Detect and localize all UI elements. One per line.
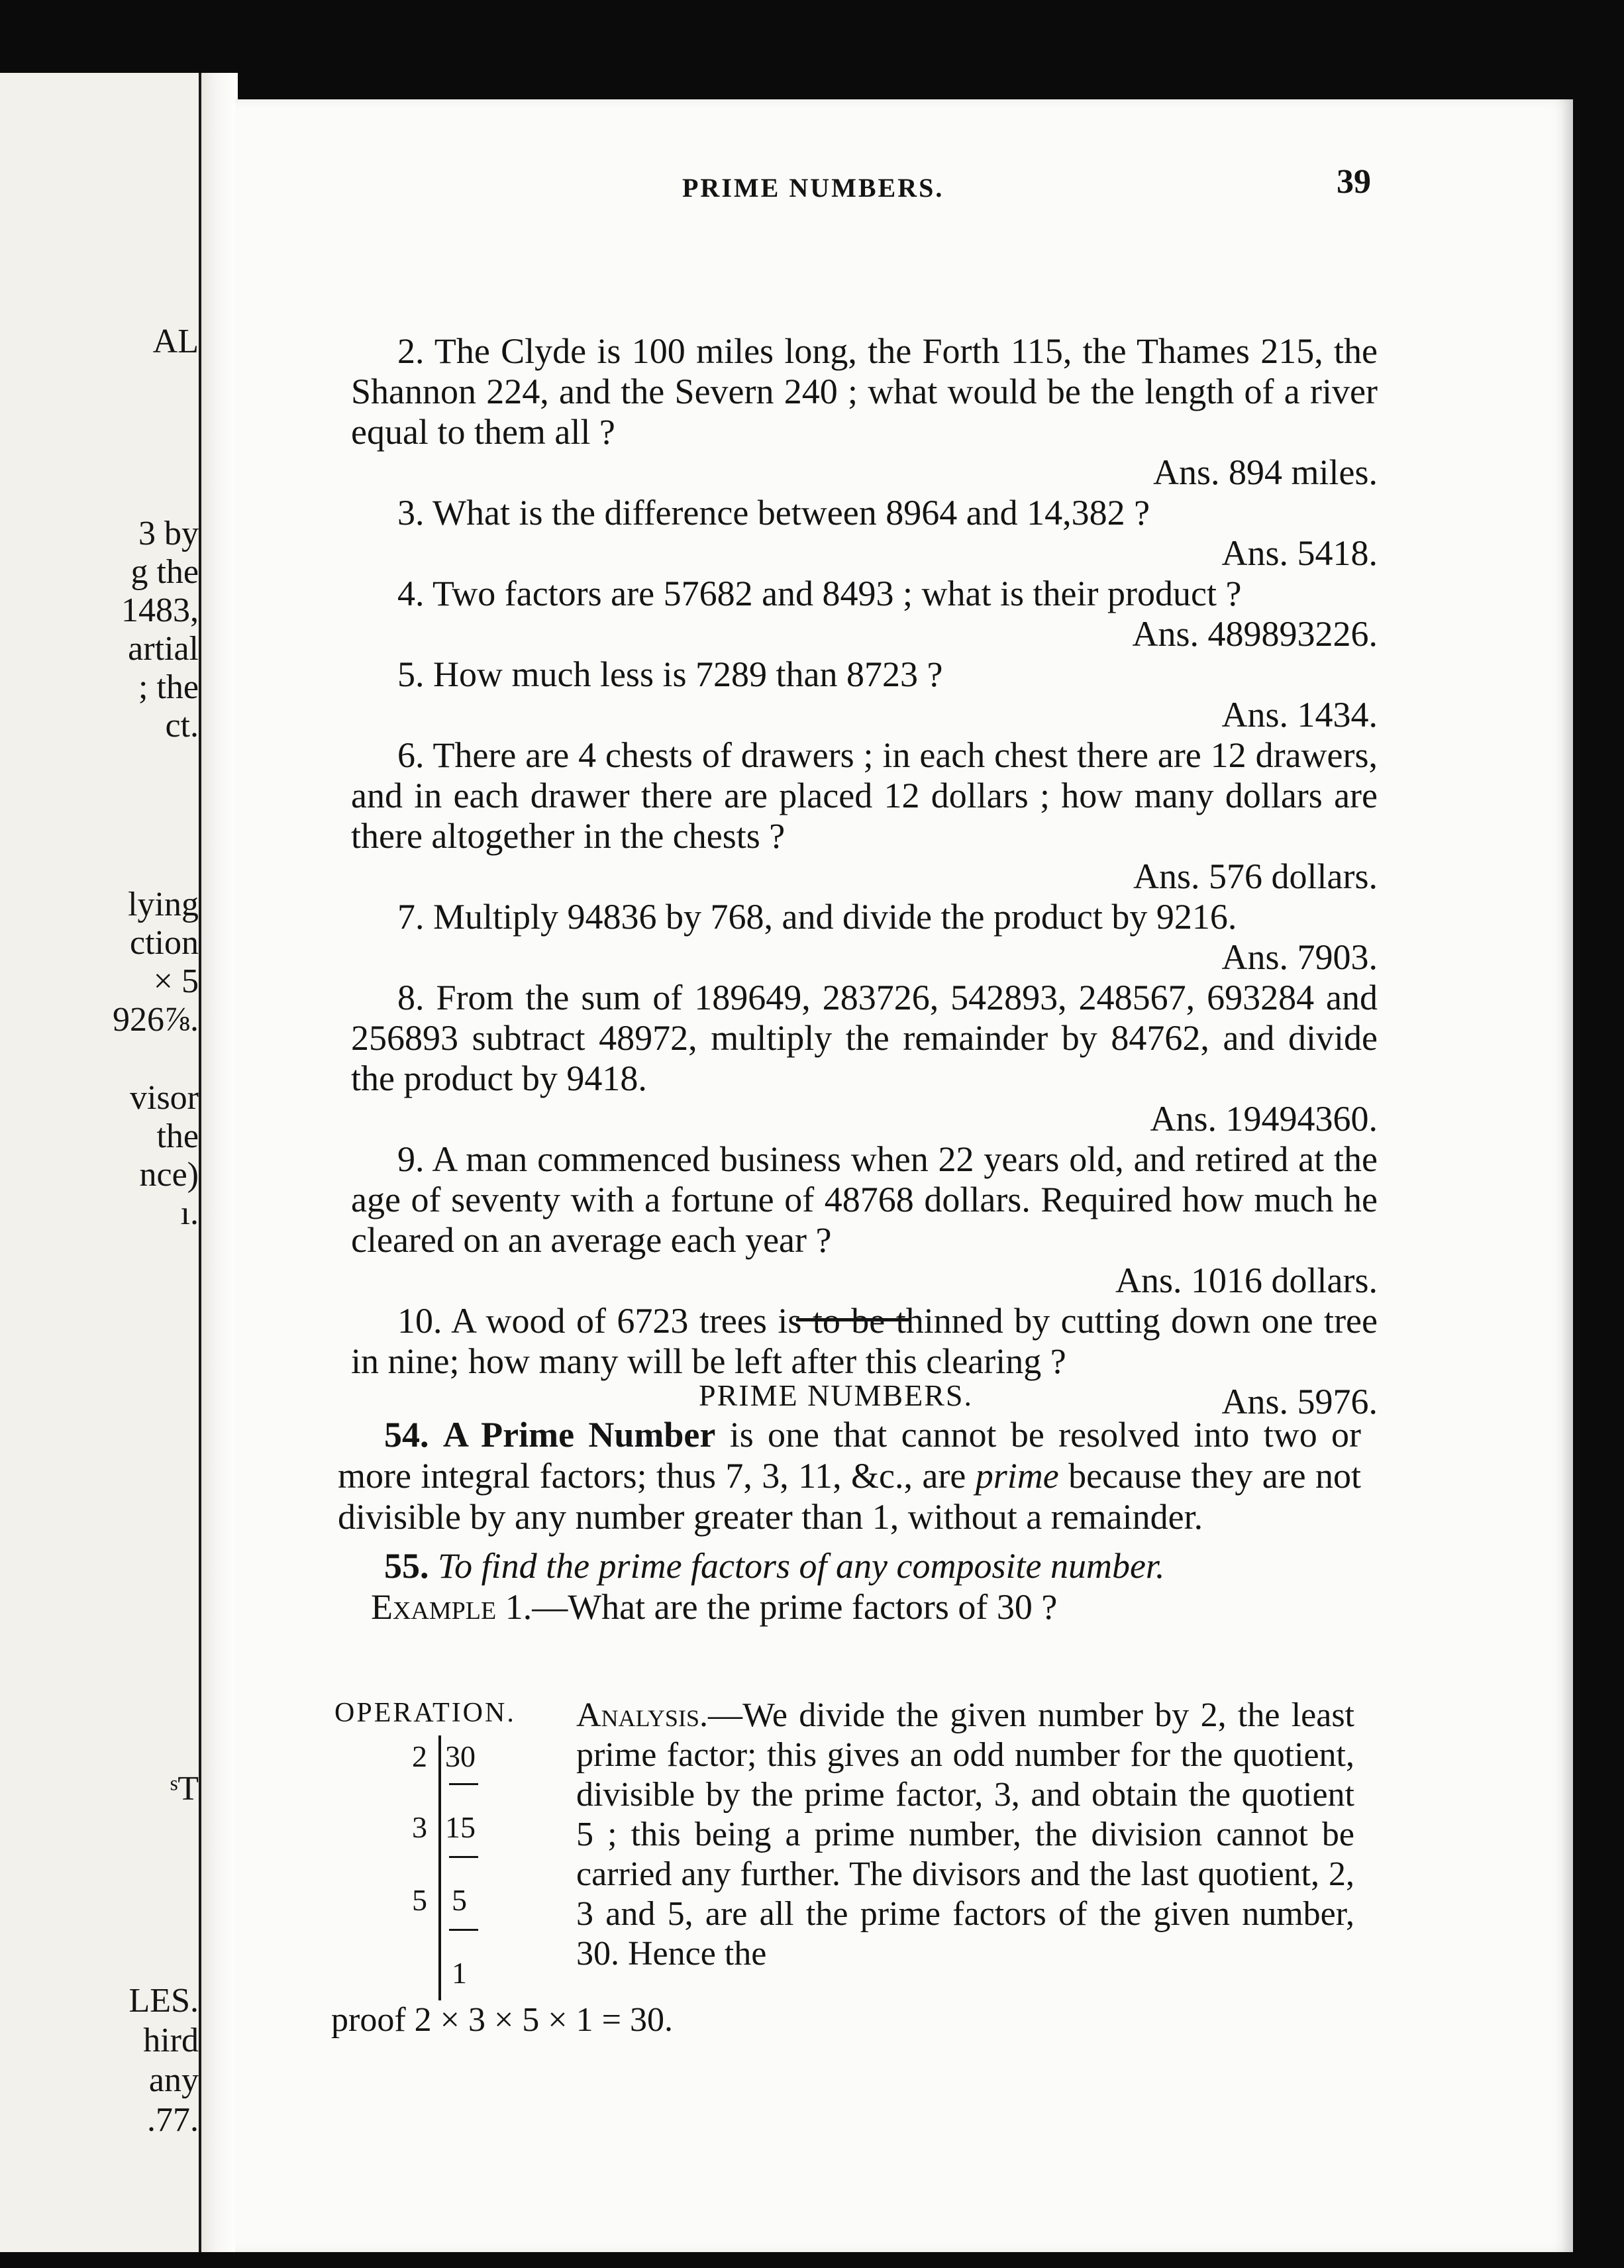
definition-block — [338, 1414, 1361, 1627]
article-text: is one that cannot be resolved into two or more integral factors; thus 7, 3, 11, &c., are — [338, 1415, 1362, 1496]
fragment-text: any — [148, 2061, 199, 2099]
book-gutter — [199, 73, 238, 2252]
fragment-text: 926⅞. — [113, 1001, 199, 1039]
exercise-answer: Ans. 576 dollars. — [1133, 856, 1378, 896]
fragment-text: AL — [152, 323, 199, 360]
exercise-answer: Ans. 1434. — [1221, 695, 1378, 735]
fragment-text: ˢT — [170, 1770, 199, 1808]
article-number: 54. — [384, 1415, 429, 1455]
defined-term: A Prime Number — [442, 1415, 716, 1455]
fragment-text: nce) — [139, 1156, 199, 1194]
exercise-text: Multiply 94836 by 768, and divide the product by 9216. — [433, 897, 1237, 937]
exercise-item — [351, 654, 1378, 695]
running-header: PRIME NUMBERS. — [682, 173, 944, 203]
fragment-text: the — [156, 1117, 199, 1155]
exercise-text: A man commenced business when 22 years old, and retired at the age of seventy with a fortune of 48768 dollars. Required how much he cleared on an average each year ? — [351, 1139, 1378, 1260]
fragment-text: ı. — [180, 1194, 199, 1232]
dividend: 15 — [445, 1810, 476, 1844]
division-bar — [438, 1735, 441, 2000]
article-emphasis: prime — [975, 1456, 1059, 1496]
example-label: Example 1. — [371, 1587, 533, 1627]
exercise-number: 10. — [397, 1301, 442, 1341]
exercise-item — [351, 574, 1378, 614]
fragment-text: .77. — [147, 2101, 199, 2139]
exercise-text: What is the difference between 8964 and 14,382 ? — [432, 493, 1150, 533]
fragment-text: artial — [128, 630, 199, 668]
exercise-text: There are 4 chests of drawers ; in each chest there are 12 drawers, and in each drawer there are placed 12 dollars ; how many dollars are there altogether in the chests ? — [351, 735, 1378, 856]
exercise-number: 6. — [397, 735, 425, 775]
fragment-text: ction — [130, 924, 199, 962]
exercise-answer: Ans. 19494360. — [1150, 1099, 1378, 1139]
fragment-text: × 5 — [153, 962, 199, 1000]
division-ladder — [397, 1735, 510, 2014]
exercise-item — [351, 735, 1378, 856]
analysis-body: —We divide the given number by 2, the least prime factor; this gives an odd number for the quotient, divisible by the prime factor, 3, and obtain the quotient 5 ; this being a prime number, the division cannot be carried any further. The divisors and the last quotient, 2, 3 and 5, are all the prime factors of the given number, 30. Hence the — [576, 1696, 1354, 1973]
divisor: 5 — [412, 1883, 427, 1917]
fragment-text: 3 by — [138, 515, 199, 552]
exercise-answer: Ans. 5418. — [1221, 533, 1378, 573]
fragment-text: hird — [143, 2022, 199, 2059]
analysis-label: Analysis. — [576, 1696, 708, 1734]
fragment-text: ct. — [165, 707, 199, 745]
quotient: 1 — [452, 1956, 467, 1990]
divisor: 3 — [412, 1810, 427, 1844]
article-text: because they are not divisible by any number greater than 1, without a remainder. — [338, 1456, 1362, 1537]
fragment-text: LES. — [128, 1982, 199, 2020]
fragment-text: g the — [130, 553, 199, 591]
exercise-answer: Ans. 5976. — [1221, 1382, 1378, 1421]
exercise-item — [351, 1139, 1378, 1261]
exercise-item — [351, 1301, 1378, 1382]
page-edge — [1573, 99, 1624, 2252]
analysis-text — [576, 1696, 1354, 1974]
dividend: 5 — [452, 1883, 467, 1917]
section-divider — [796, 1318, 909, 1321]
exercise-number: 8. — [397, 978, 425, 1017]
exercise-item — [351, 331, 1378, 452]
exercise-number: 3. — [397, 493, 425, 533]
exercise-item — [351, 978, 1378, 1099]
article-heading: To find the prime factors of any composite number. — [438, 1546, 1165, 1586]
exercise-number: 7. — [397, 897, 425, 937]
exercise-number: 2. — [397, 331, 425, 371]
exercise-answer: Ans. 489893226. — [1132, 614, 1378, 654]
operation-label: OPERATION. — [334, 1698, 516, 1728]
division-rule — [449, 1929, 478, 1931]
article-55 — [338, 1545, 1361, 1586]
exercise-text: Two factors are 57682 and 8493 ; what is their product ? — [432, 574, 1242, 613]
exercise-list — [351, 331, 1378, 1422]
fragment-text: lying — [128, 886, 199, 923]
exercise-item — [351, 493, 1378, 533]
page-number: 39 — [1337, 163, 1371, 201]
exercise-item — [351, 897, 1378, 937]
division-rule — [449, 1783, 478, 1785]
exercise-number: 9. — [397, 1139, 425, 1179]
exercise-text: From the sum of 189649, 283726, 542893, 248567, 693284 and 256893 subtract 48972, multiply the remainder by 84762, and divide the product by 9418. — [351, 978, 1378, 1098]
dividend: 30 — [445, 1739, 476, 1773]
divisor: 2 — [412, 1739, 427, 1773]
division-rule — [449, 1856, 478, 1858]
fragment-text: ; the — [138, 668, 199, 706]
example-line — [338, 1586, 1361, 1627]
exercise-answer: Ans. 894 miles. — [1152, 452, 1378, 492]
proof-line: proof 2 × 3 × 5 × 1 = 30. — [331, 2001, 673, 2039]
exercise-text: A wood of 6723 trees is to be thinned by cutting down one tree in nine; how many will be left after this clearing ? — [351, 1301, 1378, 1381]
exercise-number: 5. — [397, 654, 425, 694]
article-number: 55. — [384, 1546, 429, 1586]
facing-page-fragment — [0, 73, 199, 2252]
exercise-number: 4. — [397, 574, 425, 613]
fragment-text: 1483, — [121, 592, 199, 629]
exercise-answer: Ans. 1016 dollars. — [1115, 1261, 1378, 1300]
section-title: PRIME NUMBERS. — [699, 1378, 973, 1412]
fragment-text: visor — [130, 1079, 199, 1117]
exercise-text: The Clyde is 100 miles long, the Forth 115, the Thames 215, the Shannon 224, and the Severn 240 ; what would be the length of a river equal to them all ? — [351, 331, 1378, 452]
exercise-answer: Ans. 7903. — [1221, 937, 1378, 977]
example-text: —What are the prime factors of 30 ? — [532, 1587, 1058, 1627]
exercise-text: How much less is 7289 than 8723 ? — [433, 654, 943, 694]
article-54 — [338, 1414, 1361, 1537]
